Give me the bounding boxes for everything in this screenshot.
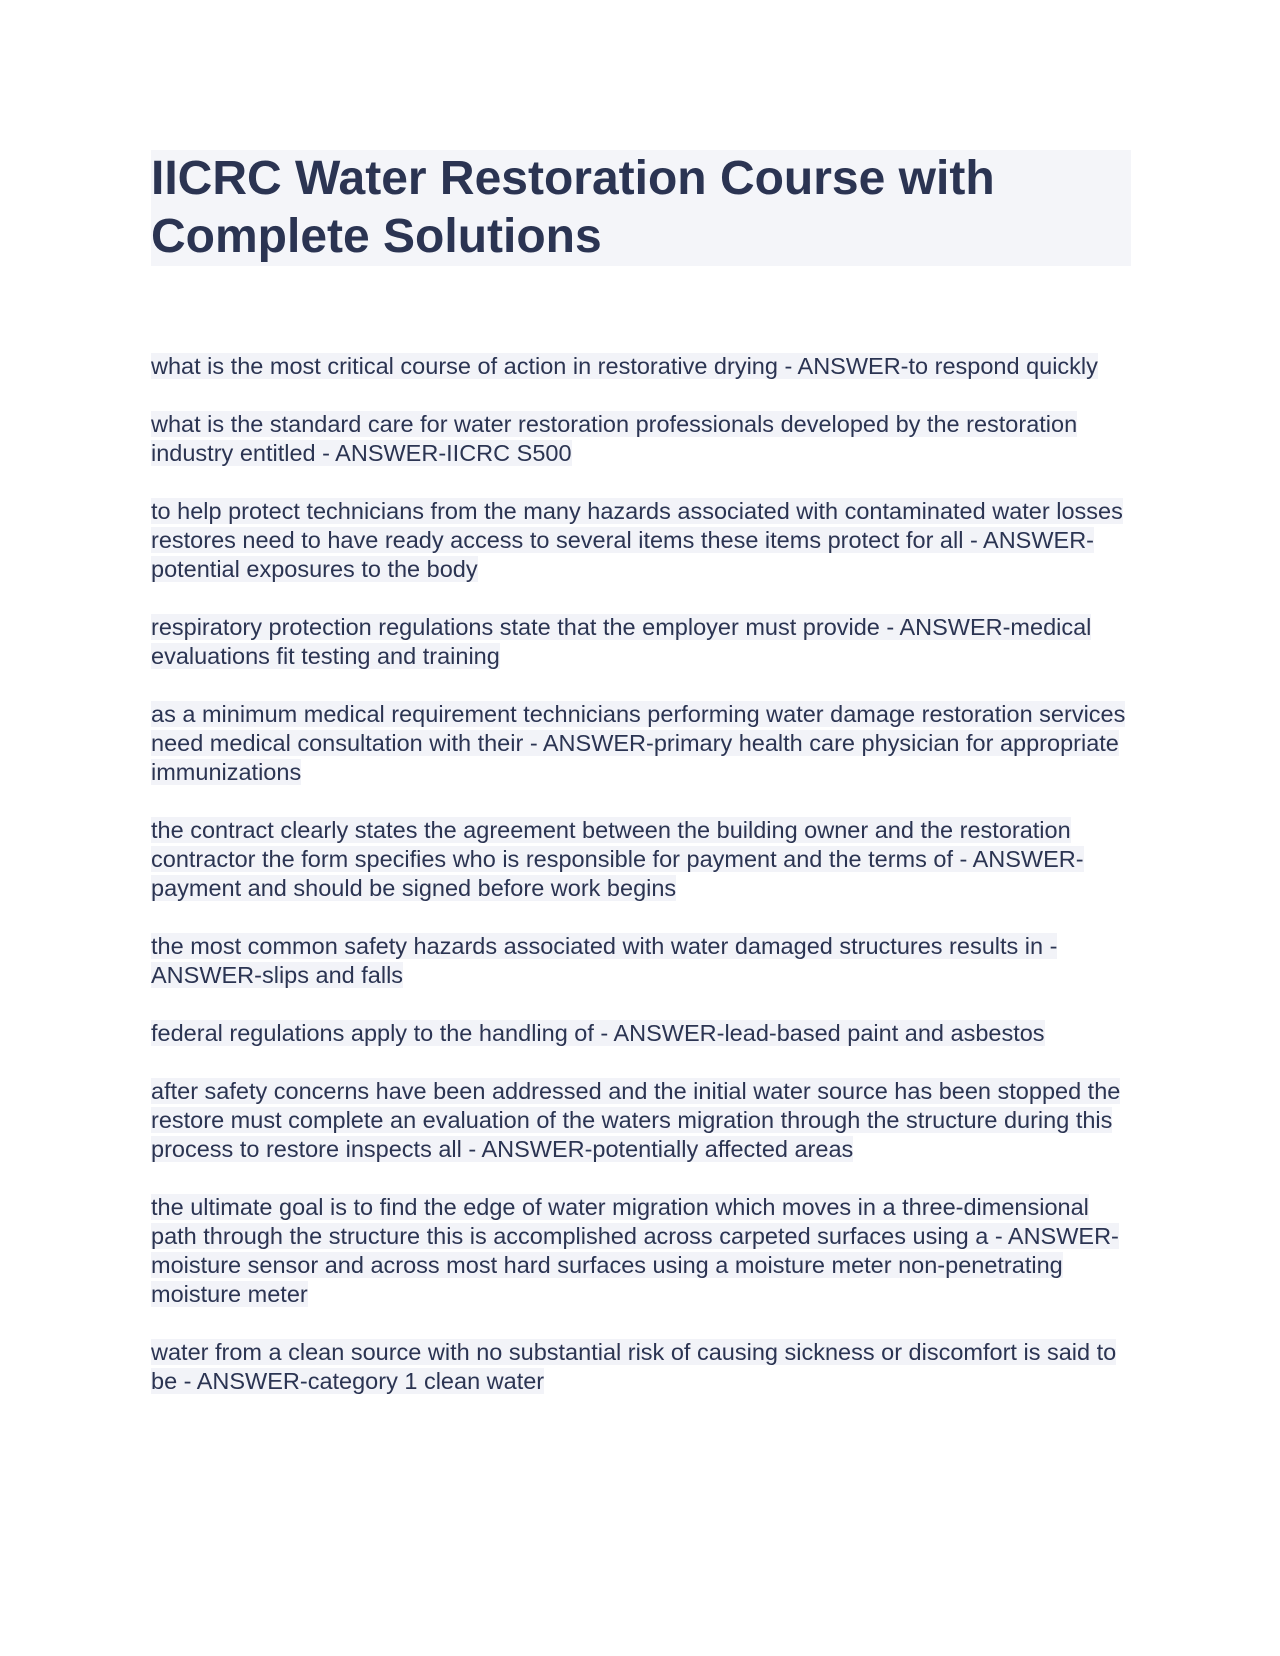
qa-text: the contract clearly states the agreement between the building owner and the restoration contractor the form specifies who is responsible for payment and the terms of - ANSWER-payment and should be signed before work begins	[151, 817, 1084, 901]
document-title: IICRC Water Restoration Course with Complete Solutions	[151, 152, 995, 263]
qa-item	[151, 700, 1131, 787]
qa-text: the ultimate goal is to find the edge of water migration which moves in a three-dimensional path through the structure this is accomplished across carpeted surfaces using a - ANSWER-moisture sensor and across most hard surfaces using a moisture meter non-penetrating moisture meter	[151, 1194, 1119, 1307]
qa-text: after safety concerns have been addressed and the initial water source has been stopped the restore must complete an evaluation of the waters migration through the structure during this process to restore inspects all - ANSWER-potentially affected areas	[151, 1078, 1121, 1162]
qa-item	[151, 613, 1131, 671]
qa-text: water from a clean source with no substantial risk of causing sickness or discomfort is said to be - ANSWER-category 1 clean water	[151, 1339, 1117, 1394]
qa-text: as a minimum medical requirement technicians performing water damage restoration services need medical consultation with their - ANSWER-primary health care physician for appropriate immunizations	[151, 701, 1126, 785]
qa-item	[151, 410, 1131, 468]
qa-item	[151, 1193, 1131, 1309]
qa-item	[151, 816, 1131, 903]
qa-list	[151, 352, 1131, 1396]
document-page	[151, 150, 1131, 1425]
qa-text: the most common safety hazards associated with water damaged structures results in - ANSWER-slips and falls	[151, 933, 1058, 988]
qa-item	[151, 1077, 1131, 1164]
title-block	[151, 150, 1131, 266]
qa-text: what is the standard care for water restoration professionals developed by the restoration industry entitled - ANSWER-IICRC S500	[151, 411, 1078, 466]
qa-text: federal regulations apply to the handling of - ANSWER-lead-based paint and asbestos	[151, 1020, 1045, 1046]
qa-item	[151, 932, 1131, 990]
qa-text: what is the most critical course of action in restorative drying - ANSWER-to respond quickly	[151, 353, 1098, 379]
qa-text: respiratory protection regulations state that the employer must provide - ANSWER-medical evaluations fit testing and training	[151, 614, 1092, 669]
qa-item	[151, 352, 1131, 381]
qa-item	[151, 1338, 1131, 1396]
qa-text: to help protect technicians from the many hazards associated with contaminated water losses restores need to have ready access to several items these items protect for all - ANSWER-potential exposures to the body	[151, 498, 1123, 582]
qa-item	[151, 1019, 1131, 1048]
qa-item	[151, 497, 1131, 584]
